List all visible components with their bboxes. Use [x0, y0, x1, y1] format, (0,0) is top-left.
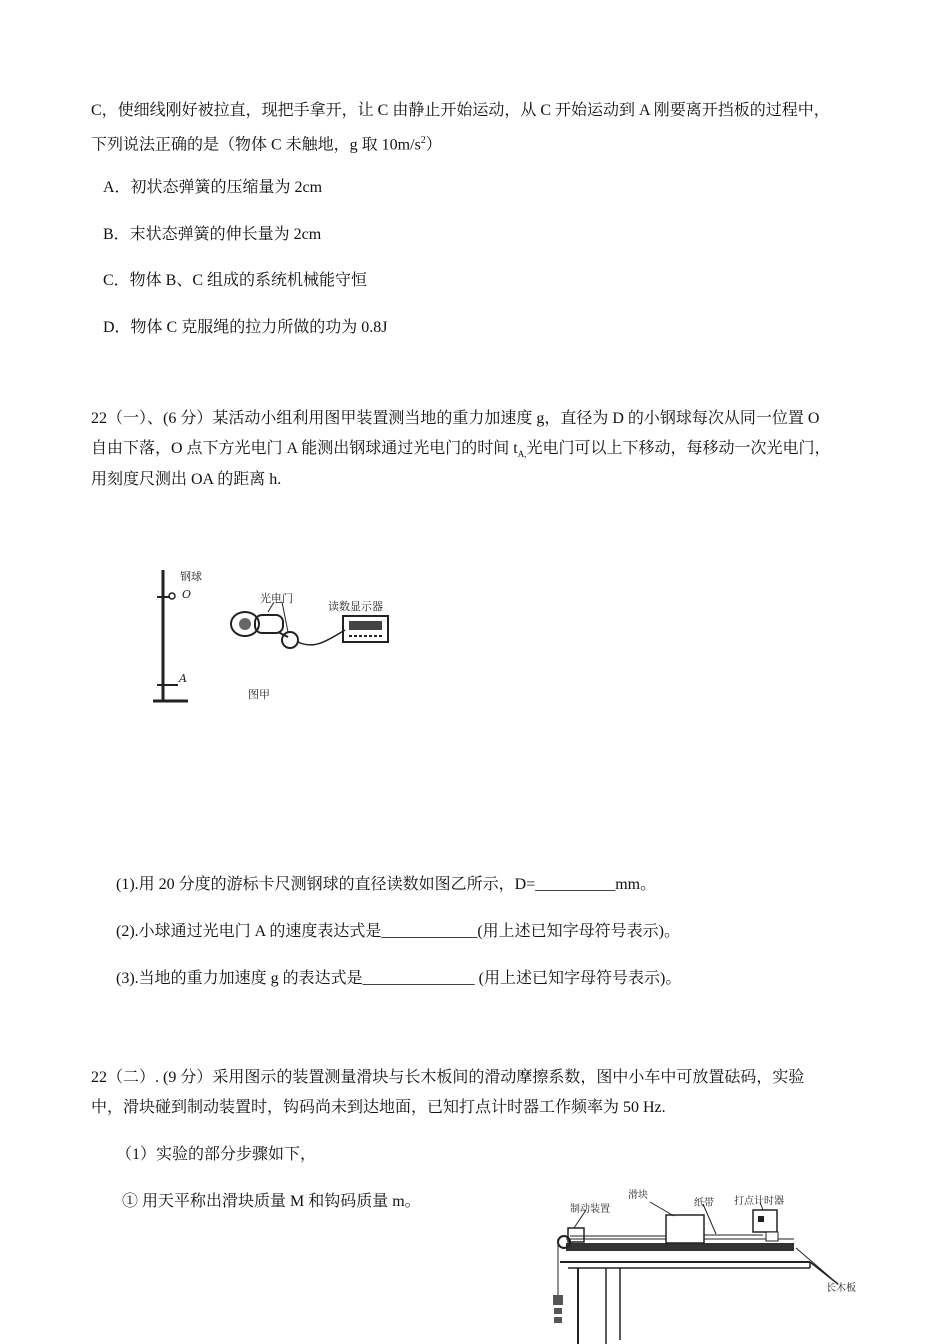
slider-block — [666, 1215, 704, 1243]
q21-option-b: B．末状态弹簧的伸长量为 2cm — [103, 226, 322, 243]
label-timer: 打点计时器 — [734, 1196, 784, 1207]
q21-option-c: C．物体 B、C 组成的系统机械能守恒 — [103, 272, 368, 289]
q21-stem-line1: C，使细线刚好被拉直，现把手拿开，让 C 由静止开始运动，从 C 开始运动到 A 刚要离开挡板的过程中， — [91, 102, 830, 119]
q22b-line2: 中，滑块碰到制动装置时，钩码尚未到达地面，已知打点计时器工作频率为 50 Hz. — [91, 1099, 666, 1116]
figure-caption-jia: 图甲 — [248, 688, 270, 701]
q22b-step-head: （1）实验的部分步骤如下， — [116, 1146, 317, 1163]
figure-slider — [548, 1180, 868, 1344]
label-photogate: 光电门 — [260, 592, 293, 605]
q22a-line1: 22（一）、(6 分）某活动小组利用图甲装置测当地的重力加速度 g，直径为 D 的小钢球每次从同一位置 O — [91, 410, 820, 427]
figure-jia — [150, 560, 400, 710]
q22b-step1: ① 用天平称出滑块质量 M 和钩码质量 m。 — [122, 1193, 421, 1210]
q22a-sub2: (2).小球通过光电门 A 的速度表达式是____________(用上述已知字母符号表示)。 — [116, 923, 680, 940]
q21-stem-line2: 下列说法正确的是（物体 C 未触地，g 取 $10m/s^2$） — [91, 135, 442, 154]
q21-option-d: D．物体 C 克服绳的拉力所做的功为 0.8J — [103, 319, 388, 336]
q22a-sub3: (3).当地的重力加速度 g 的表达式是______________ (用上述已知字母符号表示)。 — [116, 970, 682, 987]
q21-option-a: A．初状态弹簧的压缩量为 2cm — [103, 179, 323, 196]
q22a-line3: 用刻度尺测出 OA 的距离 h. — [91, 471, 282, 488]
label-a: A — [179, 672, 187, 685]
label-board: 长木板 — [826, 1283, 856, 1294]
label-tape: 纸带 — [694, 1198, 714, 1209]
timer-box — [753, 1210, 777, 1232]
q22a-sub1: (1).用 20 分度的游标卡尺测钢球的直径读数如图乙所示，D=__________mm。 — [116, 876, 657, 893]
label-o: O — [182, 588, 192, 601]
q22a-line2: 自由下落，O 点下方光电门 A 能测出钢球通过光电门的时间 $t_{A,}$光电门可以上下移动，每移动一次光电门， — [91, 440, 831, 460]
label-display: 读数显示器 — [328, 600, 383, 613]
label-steel-ball: 钢球 — [180, 570, 202, 583]
photogate-lens — [239, 618, 251, 630]
label-block: 滑块 — [628, 1190, 648, 1201]
hook-weight-icon — [553, 1295, 563, 1305]
display-screen — [349, 621, 382, 630]
q22b-line1: 22（二）. (9 分）采用图示的装置测量滑块与长木板间的滑动摩擦系数，图中小车中可放置砝码，实验 — [91, 1069, 805, 1086]
cable — [298, 630, 345, 645]
long-board — [566, 1243, 794, 1251]
label-brake: 制动装置 — [570, 1204, 610, 1215]
